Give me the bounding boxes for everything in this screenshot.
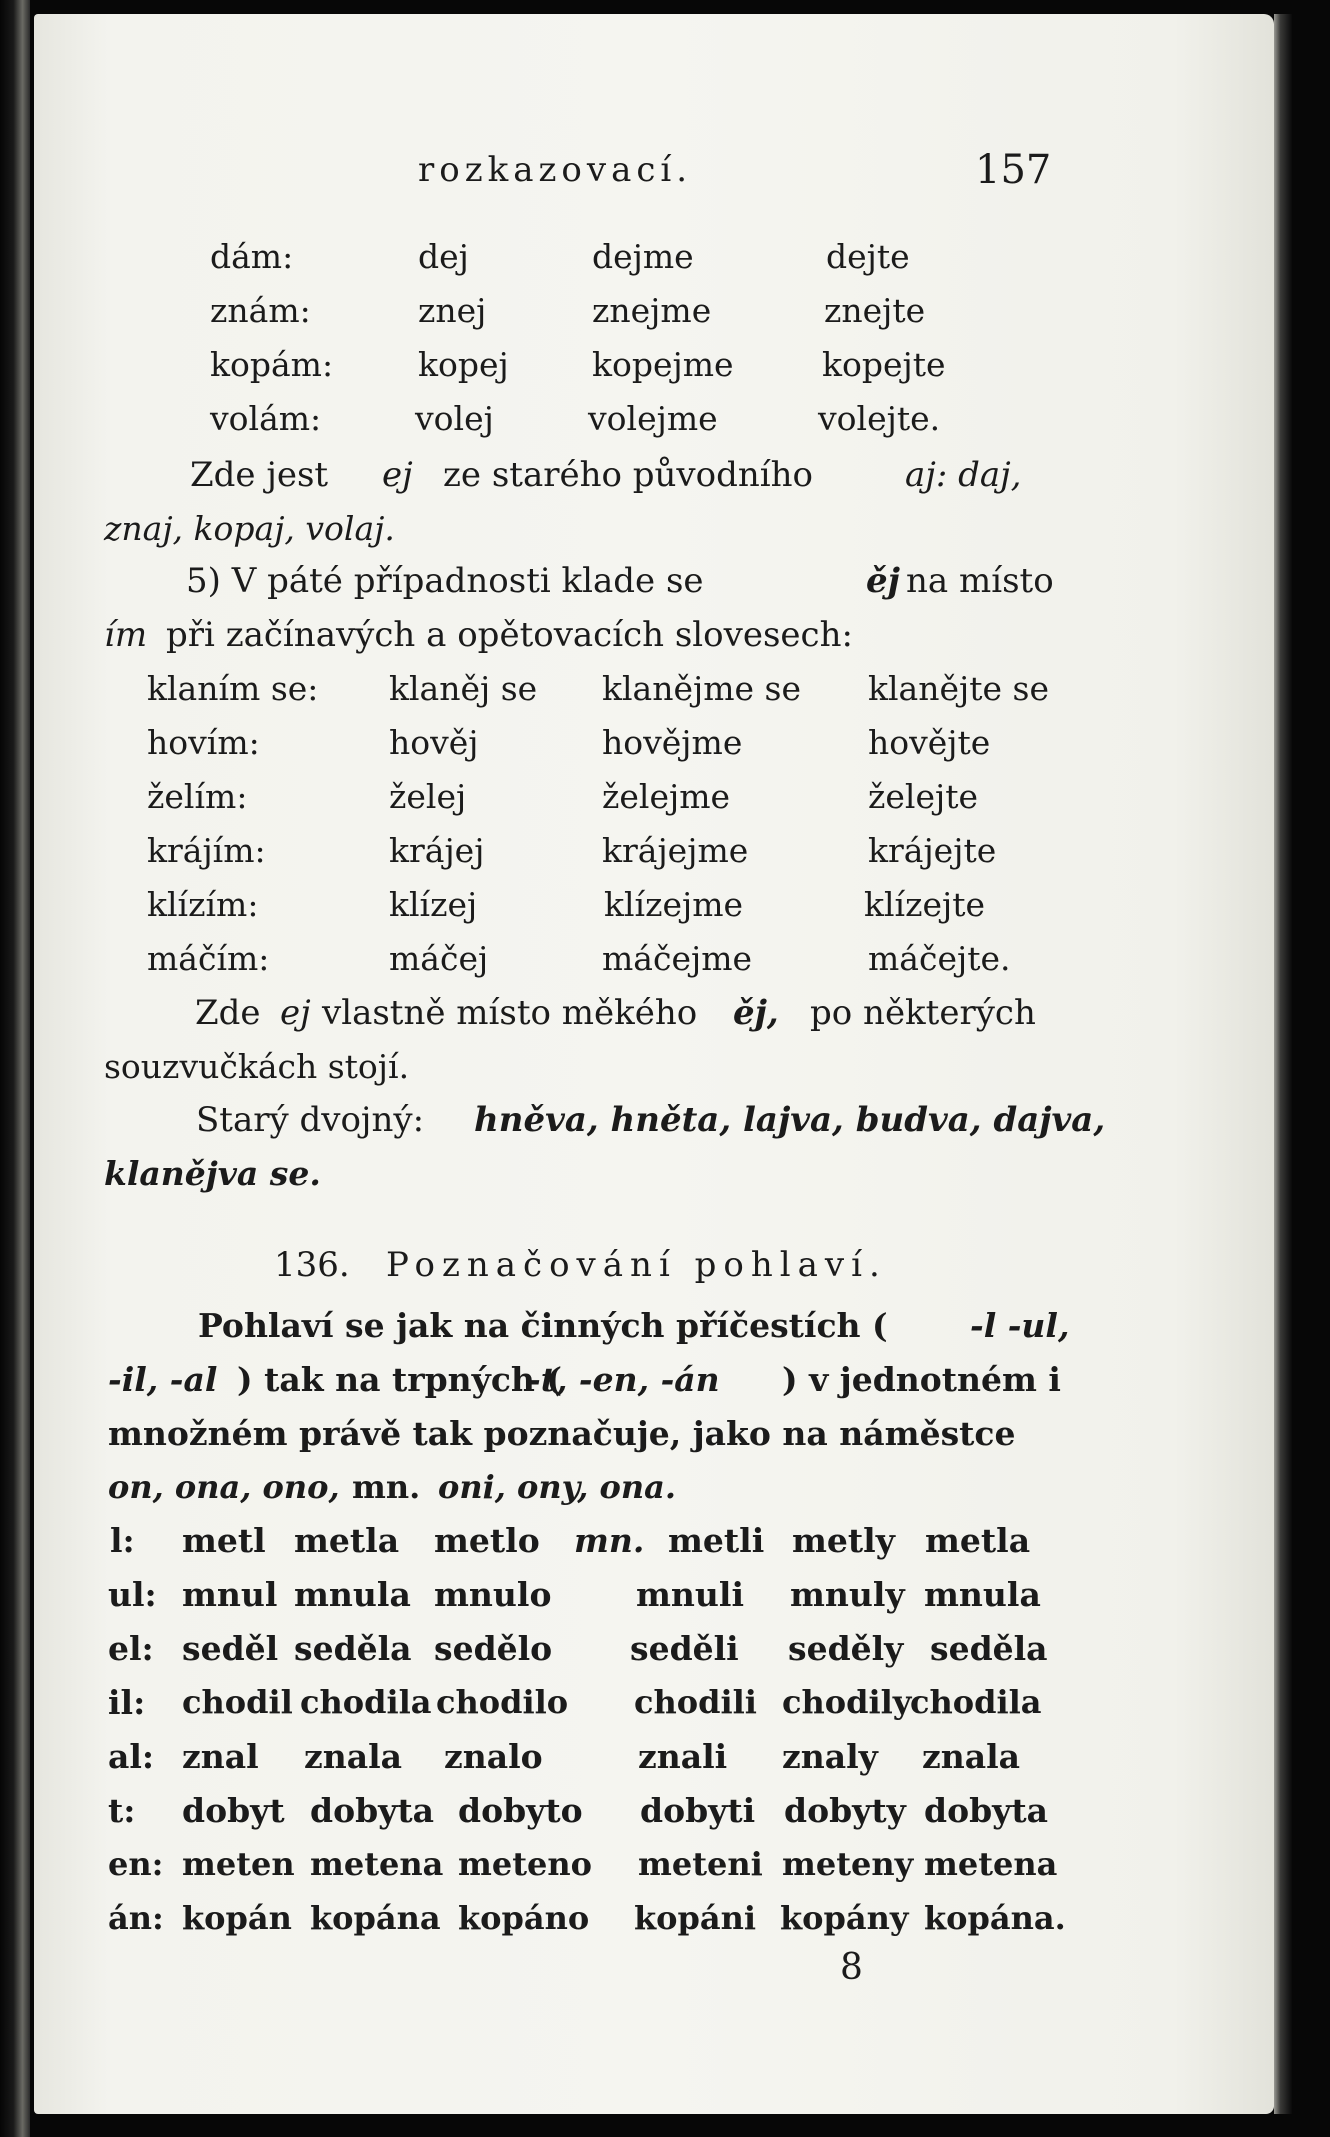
text-italic: znaj, kopaj, volaj. bbox=[104, 509, 395, 548]
table-cell: hovějte bbox=[868, 723, 991, 762]
table-cell: želejte bbox=[868, 777, 979, 816]
table-cell: volejme bbox=[588, 399, 718, 438]
table-cell: hověj bbox=[389, 723, 479, 762]
text-line: při začínavých a opětovacích slovesech: bbox=[166, 615, 853, 655]
table-cell: el: bbox=[108, 1629, 154, 1668]
text-line: souzvučkách stojí. bbox=[104, 1047, 410, 1086]
text-italic: oni, ony, ona. bbox=[438, 1468, 676, 1506]
table-cell: kopáni bbox=[634, 1899, 757, 1937]
table-cell: volám: bbox=[210, 399, 322, 438]
table-cell: mnula bbox=[924, 1575, 1041, 1614]
table-cell: klaněјme se bbox=[602, 669, 802, 708]
table-cell: znalo bbox=[444, 1737, 543, 1776]
table-cell: znej bbox=[418, 291, 487, 330]
table-cell: klízejme bbox=[604, 885, 744, 924]
table-cell: klaním se: bbox=[147, 669, 319, 708]
text-line: vlastně místo měkého bbox=[322, 993, 698, 1033]
text-italic: klaněјva se. bbox=[104, 1154, 321, 1193]
table-cell: mnuly bbox=[790, 1575, 905, 1614]
book-left-edge bbox=[0, 0, 30, 2137]
table-cell: dejte bbox=[826, 237, 910, 276]
table-cell: máčejme bbox=[602, 939, 753, 978]
table-cell: želej bbox=[389, 777, 467, 816]
table-cell: chodila bbox=[910, 1683, 1042, 1721]
table-cell: seděli bbox=[630, 1629, 739, 1668]
table-cell: želejme bbox=[602, 777, 731, 816]
table-cell: znám: bbox=[210, 291, 311, 330]
table-cell: volejte. bbox=[818, 399, 941, 438]
text-line: ze starého původního bbox=[443, 455, 814, 495]
table-cell: sedělo bbox=[434, 1629, 553, 1668]
table-cell: znala bbox=[304, 1737, 403, 1776]
table-cell: krájej bbox=[389, 831, 485, 870]
table-cell: klaněj se bbox=[389, 669, 538, 708]
text-italic: ím bbox=[104, 615, 148, 655]
table-cell: en: bbox=[108, 1845, 164, 1883]
table-cell: án: bbox=[108, 1899, 164, 1937]
text-italic: aj: daj, bbox=[905, 455, 1022, 495]
table-cell: mnul bbox=[182, 1575, 278, 1614]
table-cell: dobyto bbox=[458, 1791, 583, 1830]
text-italic: -il, -al bbox=[108, 1360, 218, 1399]
table-cell: meten bbox=[182, 1845, 295, 1883]
table-cell: kopejme bbox=[592, 345, 734, 384]
text-line: mn. bbox=[352, 1468, 421, 1506]
text-italic: ěj bbox=[866, 561, 900, 601]
book-right-edge bbox=[1274, 14, 1292, 2114]
table-cell: dám: bbox=[210, 237, 294, 276]
table-cell: klanějte se bbox=[868, 669, 1049, 708]
text-line: po některých bbox=[810, 993, 1036, 1033]
table-cell: metena bbox=[924, 1845, 1058, 1883]
section-number: 136. bbox=[274, 1245, 350, 1285]
table-cell: hovím: bbox=[147, 723, 260, 762]
table-cell: chodila bbox=[300, 1683, 432, 1721]
table-cell: krájejte bbox=[868, 831, 997, 870]
table-cell: klízejte bbox=[864, 885, 986, 924]
table-cell: mn. bbox=[574, 1521, 645, 1560]
text-italic: -t, -en, -án bbox=[527, 1360, 720, 1399]
table-cell: meteni bbox=[638, 1845, 763, 1883]
table-cell: chodil bbox=[182, 1683, 293, 1721]
table-cell: metla bbox=[294, 1521, 400, 1560]
text-line: Starý dvojný: bbox=[196, 1100, 425, 1140]
table-cell: mnuli bbox=[636, 1575, 744, 1614]
table-cell: kopána bbox=[310, 1899, 441, 1937]
table-cell: seděl bbox=[182, 1629, 279, 1668]
table-cell: krájejme bbox=[602, 831, 749, 870]
section-title: Poznačování pohlaví. bbox=[386, 1245, 887, 1285]
table-cell: metena bbox=[310, 1845, 444, 1883]
text-line: Zde bbox=[195, 993, 261, 1033]
table-cell: metlo bbox=[434, 1521, 540, 1560]
text-italic: -l -ul, bbox=[970, 1306, 1070, 1345]
table-cell: metli bbox=[668, 1521, 765, 1560]
table-cell: ul: bbox=[108, 1575, 157, 1614]
table-cell: znali bbox=[638, 1737, 728, 1776]
table-cell: máčej bbox=[389, 939, 489, 978]
text-line: 5) V páté případnosti klade se bbox=[186, 561, 704, 601]
text-line: na místo bbox=[906, 561, 1054, 601]
table-cell: metly bbox=[792, 1521, 895, 1560]
signature-mark: 8 bbox=[840, 1947, 863, 1988]
table-cell: kopány bbox=[780, 1899, 909, 1937]
table-cell: hovějme bbox=[602, 723, 743, 762]
table-cell: metla bbox=[925, 1521, 1031, 1560]
table-cell: seděla bbox=[930, 1629, 1048, 1668]
table-cell: máčím: bbox=[147, 939, 270, 978]
table-cell: dobyti bbox=[640, 1791, 756, 1830]
table-cell: krájím: bbox=[147, 831, 266, 870]
text-line: Pohlaví se jak na činných příčestích ( bbox=[198, 1306, 888, 1345]
text-line: Zde jest bbox=[190, 455, 329, 495]
running-head: rozkazovací. bbox=[418, 150, 693, 190]
table-cell: chodilo bbox=[436, 1683, 569, 1721]
text-line: ) tak na trpných ( bbox=[237, 1360, 563, 1399]
table-cell: meteny bbox=[782, 1845, 914, 1883]
table-cell: klízej bbox=[389, 885, 478, 924]
table-cell: kopán bbox=[182, 1899, 292, 1937]
table-cell: znaly bbox=[782, 1737, 878, 1776]
table-cell: dobyty bbox=[784, 1791, 906, 1830]
table-cell: il: bbox=[108, 1683, 146, 1722]
table-cell: máčejte. bbox=[868, 939, 1011, 978]
text-line: ) v jednotném i bbox=[782, 1360, 1061, 1399]
table-cell: znejme bbox=[592, 291, 712, 330]
table-cell: klízím: bbox=[147, 885, 259, 924]
table-cell: dobyt bbox=[182, 1791, 285, 1830]
table-cell: dej bbox=[418, 237, 469, 276]
table-cell: mnula bbox=[294, 1575, 411, 1614]
table-cell: al: bbox=[108, 1737, 155, 1776]
table-cell: mnulo bbox=[434, 1575, 552, 1614]
text-italic: hněva, hněta, lajva, budva, dajva, bbox=[474, 1100, 1106, 1140]
table-cell: seděla bbox=[294, 1629, 412, 1668]
table-cell: seděly bbox=[788, 1629, 904, 1668]
table-cell: znejte bbox=[824, 291, 926, 330]
text-italic: ej bbox=[382, 455, 413, 495]
table-cell: meteno bbox=[458, 1845, 592, 1883]
table-cell: kopáno bbox=[458, 1899, 590, 1937]
page-number: 157 bbox=[975, 147, 1052, 193]
text-line: množném právě tak poznačuje, jako na náměstce bbox=[108, 1414, 1016, 1453]
table-cell: znal bbox=[182, 1737, 259, 1776]
table-cell: dobyta bbox=[310, 1791, 434, 1830]
table-cell: chodily bbox=[782, 1683, 912, 1721]
text-italic: on, ona, ono, bbox=[108, 1468, 340, 1506]
table-cell: l: bbox=[110, 1521, 135, 1560]
table-cell: dejme bbox=[592, 237, 694, 276]
table-cell: volej bbox=[415, 399, 494, 438]
table-cell: metl bbox=[182, 1521, 266, 1560]
table-cell: želím: bbox=[147, 777, 248, 816]
table-cell: chodili bbox=[634, 1683, 757, 1721]
table-cell: kopejte bbox=[822, 345, 946, 384]
table-cell: kopej bbox=[418, 345, 509, 384]
text-italic: ěj, bbox=[733, 993, 779, 1033]
table-cell: kopám: bbox=[210, 345, 334, 384]
table-cell: dobyta bbox=[924, 1791, 1048, 1830]
table-cell: znala bbox=[922, 1737, 1021, 1776]
table-cell: t: bbox=[108, 1791, 136, 1830]
text-italic: ej bbox=[280, 993, 311, 1033]
table-cell: kopána. bbox=[924, 1899, 1066, 1937]
